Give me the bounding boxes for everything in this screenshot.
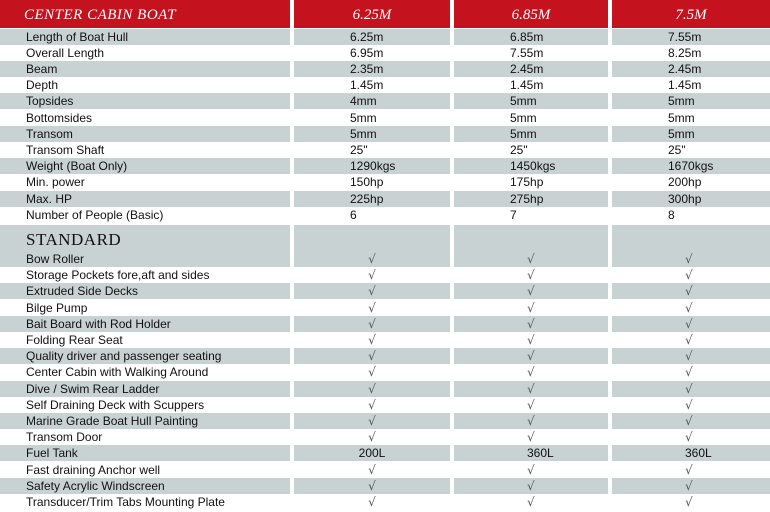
checkmark-icon: √ (685, 397, 693, 412)
spec-row (0, 142, 770, 158)
standard-row (0, 348, 770, 364)
row-value-cell (454, 267, 608, 283)
row-value-cell (612, 191, 770, 207)
row-value-cell (454, 381, 608, 397)
row-value: 1670kgs (668, 159, 714, 174)
spec-row (0, 45, 770, 61)
checkmark-icon: √ (527, 381, 535, 396)
checkmark-icon: √ (368, 333, 376, 347)
row-label-cell (0, 494, 290, 510)
checkmark-icon: √ (685, 316, 693, 331)
checkmark-icon: √ (527, 349, 535, 364)
row-value-cell (612, 413, 770, 429)
row-label: Extruded Side Decks (26, 284, 139, 299)
row-label: Transom Shaft (26, 142, 105, 157)
row-label: Fast draining Anchor well (26, 462, 161, 477)
table-header (0, 0, 770, 28)
standard-row (0, 381, 770, 397)
standard-row (0, 283, 770, 299)
row-value-cell (294, 494, 450, 510)
checkmark-icon: √ (368, 365, 376, 380)
row-value: 360L (527, 446, 554, 461)
row-label-cell (0, 429, 290, 445)
row-value-cell (612, 142, 770, 158)
row-value-cell (454, 445, 608, 461)
spec-row (0, 110, 770, 126)
checkmark-icon: √ (527, 397, 535, 412)
row-value-cell (454, 126, 608, 142)
checkmark-icon: √ (527, 365, 535, 380)
checkmark-icon: √ (685, 333, 693, 347)
row-label-cell (0, 316, 290, 332)
row-label: Length of Boat Hull (26, 29, 129, 44)
row-value-cell (294, 445, 450, 461)
standard-row (0, 445, 770, 461)
row-value-cell (294, 110, 450, 126)
row-value: 200hp (668, 175, 702, 190)
row-label-cell (0, 142, 290, 158)
standard-row (0, 332, 770, 348)
checkmark-icon: √ (685, 430, 693, 445)
row-value-cell (294, 207, 450, 223)
row-value-cell (454, 478, 608, 494)
standard-blank-2 (454, 225, 608, 251)
row-value: 7.55m (668, 29, 702, 44)
checkmark-icon: √ (368, 349, 376, 364)
row-value-cell (454, 494, 608, 510)
row-value-cell (294, 126, 450, 142)
row-value-cell (612, 478, 770, 494)
spec-row (0, 77, 770, 93)
checkmark-icon: √ (527, 414, 535, 428)
row-label-cell (0, 300, 290, 316)
row-value-cell (294, 397, 450, 413)
row-label: Storage Pockets fore,aft and sides (26, 268, 210, 283)
row-value-cell (294, 300, 450, 316)
checkmark-icon: √ (527, 430, 535, 445)
row-value: 25" (350, 142, 368, 157)
header-title: CENTER CABIN BOAT (24, 7, 177, 23)
checkmark-icon: √ (527, 333, 535, 347)
checkmark-icon: √ (527, 284, 535, 299)
row-value-cell (454, 332, 608, 348)
row-value: 5mm (668, 94, 695, 109)
row-label: Safety Acrylic Windscreen (26, 478, 165, 493)
row-value: 2.45m (668, 61, 702, 76)
standard-row (0, 429, 770, 445)
standard-row (0, 462, 770, 478)
row-value: 25" (510, 142, 528, 157)
row-value-cell (612, 251, 770, 267)
row-value-cell (454, 300, 608, 316)
row-label-cell (0, 267, 290, 283)
row-value-cell (294, 283, 450, 299)
row-value-cell (454, 61, 608, 77)
header-model-1: 6.25M (294, 0, 450, 28)
checkmark-icon: √ (368, 414, 376, 428)
row-value-cell (612, 364, 770, 380)
standard-blank-3 (612, 225, 770, 251)
row-label: Bilge Pump (26, 300, 88, 315)
standard-row (0, 316, 770, 332)
row-value-cell (612, 462, 770, 478)
standard-row (0, 397, 770, 413)
row-value-cell (454, 191, 608, 207)
row-value: 5mm (668, 126, 695, 141)
row-value-cell (454, 93, 608, 109)
row-value-cell (612, 207, 770, 223)
spec-row (0, 126, 770, 142)
standard-blank-1 (294, 225, 450, 251)
row-value-cell (454, 348, 608, 364)
row-value-cell (454, 429, 608, 445)
row-value-cell (612, 267, 770, 283)
row-value-cell (454, 174, 608, 190)
row-value: 2.35m (350, 61, 384, 76)
checkmark-icon: √ (527, 300, 535, 315)
spec-row (0, 174, 770, 190)
checkmark-icon: √ (685, 365, 693, 380)
row-value-cell (612, 283, 770, 299)
row-value-cell (294, 478, 450, 494)
row-value-cell (294, 413, 450, 429)
row-value-cell (294, 462, 450, 478)
row-value-cell (294, 191, 450, 207)
checkmark-icon: √ (685, 268, 693, 283)
checkmark-icon: √ (368, 495, 376, 509)
row-label: Bottomsides (26, 110, 93, 125)
row-label-cell (0, 126, 290, 142)
row-value-cell (612, 397, 770, 413)
row-label-cell (0, 445, 290, 461)
row-value: 5mm (510, 110, 537, 125)
standard-row (0, 251, 770, 267)
row-value-cell (612, 429, 770, 445)
spec-row (0, 207, 770, 223)
row-value-cell (294, 174, 450, 190)
standard-row (0, 413, 770, 429)
checkmark-icon: √ (368, 397, 376, 412)
spec-row (0, 158, 770, 174)
row-value: 6 (350, 207, 357, 222)
standard-section-header (0, 225, 770, 251)
row-value: 7 (510, 207, 517, 222)
row-value: 1450kgs (510, 159, 556, 174)
row-value-cell (294, 381, 450, 397)
row-label: Min. power (26, 175, 85, 190)
row-value-cell (294, 316, 450, 332)
row-value-cell (612, 77, 770, 93)
row-value-cell (612, 494, 770, 510)
row-label: Fuel Tank (26, 446, 78, 461)
row-value-cell (294, 267, 450, 283)
row-value-cell (294, 364, 450, 380)
row-value: 5mm (350, 110, 377, 125)
checkmark-icon: √ (368, 478, 376, 493)
row-label-cell (0, 110, 290, 126)
checkmark-icon: √ (685, 495, 693, 509)
row-label-cell (0, 381, 290, 397)
checkmark-icon: √ (368, 300, 376, 315)
row-value: 5mm (510, 126, 537, 141)
row-value-cell (612, 45, 770, 61)
row-value: 1.45m (668, 78, 702, 93)
row-value-cell (612, 93, 770, 109)
row-value: 5mm (350, 126, 377, 141)
spec-row (0, 191, 770, 207)
checkmark-icon: √ (685, 414, 693, 428)
row-value: 6.25m (350, 29, 384, 44)
row-value: 200L (358, 446, 386, 461)
row-label-cell (0, 283, 290, 299)
row-label: Center Cabin with Walking Around (26, 365, 209, 380)
checkmark-icon: √ (527, 462, 535, 477)
row-value-cell (294, 348, 450, 364)
row-label: Number of People (Basic) (26, 207, 164, 222)
checkmark-icon: √ (527, 478, 535, 493)
row-value: 6.85m (510, 29, 544, 44)
checkmark-icon: √ (527, 495, 535, 509)
row-label: Weight (Boat Only) (26, 159, 128, 174)
row-label: Bow Roller (26, 252, 85, 266)
row-value-cell (454, 364, 608, 380)
row-value: 2.45m (510, 61, 544, 76)
checkmark-icon: √ (368, 284, 376, 299)
checkmark-icon: √ (368, 381, 376, 396)
row-label-cell (0, 174, 290, 190)
row-value-cell (294, 158, 450, 174)
checkmark-icon: √ (368, 252, 376, 266)
checkmark-icon: √ (685, 381, 693, 396)
checkmark-icon: √ (685, 462, 693, 477)
row-value-cell (294, 29, 450, 45)
row-label-cell (0, 413, 290, 429)
standard-row (0, 267, 770, 283)
row-label-cell (0, 29, 290, 45)
row-value-cell (294, 45, 450, 61)
row-value-cell (454, 77, 608, 93)
checkmark-icon: √ (368, 316, 376, 331)
row-value-cell (454, 251, 608, 267)
row-value: 5mm (510, 94, 537, 109)
row-label: Transom Door (26, 430, 103, 445)
standard-row (0, 478, 770, 494)
row-value-cell (454, 397, 608, 413)
row-value: 175hp (510, 175, 544, 190)
row-label: Self Draining Deck with Scuppers (26, 397, 205, 412)
row-value: 25" (668, 142, 686, 157)
row-value: 4mm (350, 94, 377, 109)
row-value-cell (612, 348, 770, 364)
row-label-cell (0, 478, 290, 494)
standard-row (0, 364, 770, 380)
checkmark-icon: √ (685, 252, 693, 266)
row-value-cell (612, 316, 770, 332)
header-model-3: 7.5M (612, 0, 770, 28)
checkmark-icon: √ (527, 316, 535, 331)
checkmark-icon: √ (685, 300, 693, 315)
checkmark-icon: √ (368, 430, 376, 445)
row-label-cell (0, 348, 290, 364)
row-value: 1.45m (350, 78, 384, 93)
row-value-cell (454, 142, 608, 158)
row-value: 6.95m (350, 45, 384, 60)
row-label: Depth (26, 78, 59, 93)
row-value-cell (612, 29, 770, 45)
row-value-cell (454, 413, 608, 429)
row-value-cell (454, 29, 608, 45)
checkmark-icon: √ (685, 478, 693, 493)
row-value-cell (454, 158, 608, 174)
row-label-cell (0, 332, 290, 348)
row-value-cell (294, 429, 450, 445)
row-value-cell (454, 283, 608, 299)
spec-row (0, 93, 770, 109)
row-label-cell (0, 61, 290, 77)
row-value: 275hp (510, 191, 544, 206)
row-value-cell (454, 462, 608, 478)
row-value-cell (294, 77, 450, 93)
row-value-cell (612, 381, 770, 397)
row-label: Overall Length (26, 45, 105, 60)
checkmark-icon: √ (368, 462, 376, 477)
row-label-cell (0, 207, 290, 223)
row-label-cell (0, 462, 290, 478)
standard-row (0, 494, 770, 510)
row-label: Folding Rear Seat (26, 333, 123, 347)
row-label-cell (0, 45, 290, 61)
row-value: 225hp (350, 191, 384, 206)
row-label-cell (0, 251, 290, 267)
row-label: Topsides (26, 94, 74, 109)
row-value-cell (612, 61, 770, 77)
checkmark-icon: √ (685, 349, 693, 364)
row-value-cell (294, 61, 450, 77)
checkmark-icon: √ (527, 268, 535, 283)
row-value: 150hp (350, 175, 384, 190)
row-value: 5mm (668, 110, 695, 125)
row-value: 7.55m (510, 45, 544, 60)
row-value-cell (612, 332, 770, 348)
row-value-cell (454, 316, 608, 332)
checkmark-icon: √ (685, 284, 693, 299)
header-title-cell (0, 0, 290, 28)
row-label: Beam (26, 61, 58, 76)
row-value-cell (612, 445, 770, 461)
row-label: Marine Grade Boat Hull Painting (26, 414, 199, 428)
row-value-cell (454, 207, 608, 223)
spec-row (0, 29, 770, 45)
row-label-cell (0, 191, 290, 207)
spec-row (0, 61, 770, 77)
standard-row (0, 300, 770, 316)
row-value: 8 (668, 207, 675, 222)
row-label: Transducer/Trim Tabs Mounting Plate (26, 495, 225, 509)
standard-title-cell (0, 225, 290, 251)
checkmark-icon: √ (527, 252, 535, 266)
row-label-cell (0, 93, 290, 109)
row-value-cell (294, 251, 450, 267)
row-label-cell (0, 77, 290, 93)
row-value-cell (294, 93, 450, 109)
row-value-cell (612, 126, 770, 142)
row-label-cell (0, 158, 290, 174)
row-value-cell (612, 174, 770, 190)
row-label: Dive / Swim Rear Ladder (26, 381, 160, 396)
row-value: 1290kgs (350, 159, 396, 174)
row-label: Transom (26, 126, 73, 141)
row-value-cell (612, 158, 770, 174)
row-label-cell (0, 397, 290, 413)
standard-title: STANDARD (26, 230, 122, 249)
row-value-cell (294, 332, 450, 348)
row-value-cell (612, 110, 770, 126)
row-value-cell (294, 142, 450, 158)
row-value: 300hp (668, 191, 702, 206)
row-label: Bait Board with Rod Holder (26, 316, 171, 331)
header-model-2: 6.85M (454, 0, 608, 28)
row-value-cell (454, 45, 608, 61)
row-label: Quality driver and passenger seating (26, 349, 222, 364)
row-label-cell (0, 364, 290, 380)
checkmark-icon: √ (368, 268, 376, 283)
row-value: 8.25m (668, 45, 702, 60)
row-value-cell (454, 110, 608, 126)
row-value: 1.45m (510, 78, 544, 93)
row-label: Max. HP (26, 191, 73, 206)
row-value-cell (612, 300, 770, 316)
row-value: 360L (685, 446, 712, 461)
